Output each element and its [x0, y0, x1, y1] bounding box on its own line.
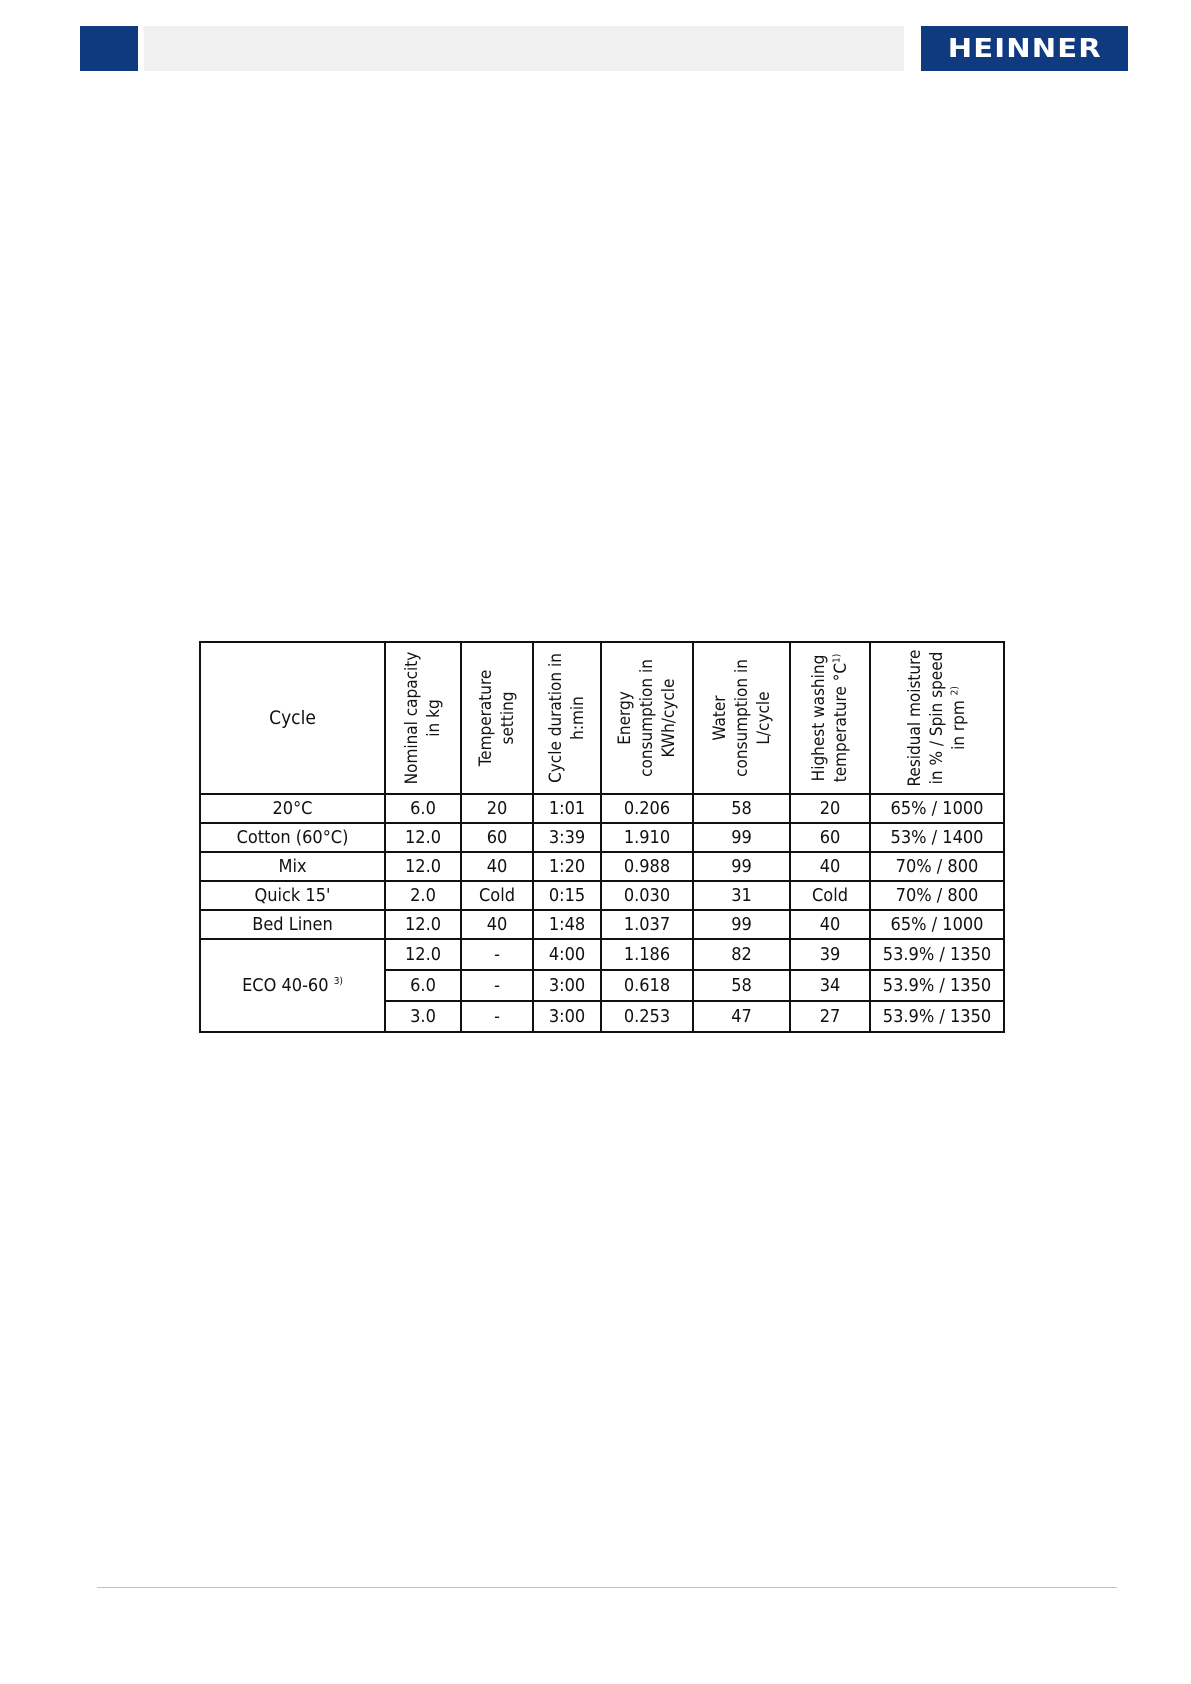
cell-energy: 1.910: [601, 823, 693, 852]
cell-energy: 1.037: [601, 910, 693, 939]
cell-temperature: 40: [461, 852, 533, 881]
cell-residual: 53% / 1400: [870, 823, 1004, 852]
cell-residual: 65% / 1000: [870, 910, 1004, 939]
cell-duration: 3:00: [533, 970, 601, 1001]
cell-duration: 3:39: [533, 823, 601, 852]
cell-temperature: 60: [461, 823, 533, 852]
cell-energy: 0.618: [601, 970, 693, 1001]
cell-energy: 0.988: [601, 852, 693, 881]
cell-duration: 0:15: [533, 881, 601, 910]
cell-residual: 70% / 800: [870, 852, 1004, 881]
cell-cycle: 20°C: [200, 794, 385, 823]
table-header-row: [200, 642, 1004, 794]
brand-logo-text: HEINNER: [947, 33, 1102, 64]
header-highest-temp: [790, 642, 870, 794]
cell-cycle: Bed Linen: [200, 910, 385, 939]
header-highest-temp-label-group: [808, 646, 852, 791]
cell-temperature: 20: [461, 794, 533, 823]
header-accent-block: [80, 26, 138, 71]
cell-duration: 1:48: [533, 910, 601, 939]
header-bar: [144, 26, 904, 71]
cell-residual: 65% / 1000: [870, 794, 1004, 823]
cell-capacity: 6.0: [385, 970, 461, 1001]
header-energy: [601, 642, 693, 794]
cell-highest-temp: 34: [790, 970, 870, 1001]
cell-temperature: Cold: [461, 881, 533, 910]
cell-residual: 53.9% / 1350: [870, 1001, 1004, 1032]
cell-capacity: 12.0: [385, 910, 461, 939]
cell-duration: 1:20: [533, 852, 601, 881]
header-temperature: [461, 642, 533, 794]
cell-water: 99: [693, 910, 790, 939]
header-energy-label: Energy consumption in KWh/cycle: [615, 659, 679, 777]
header-residual-label-group: [904, 646, 970, 791]
cell-capacity: 12.0: [385, 823, 461, 852]
cell-cycle: Quick 15': [200, 881, 385, 910]
cell-energy: 0.206: [601, 794, 693, 823]
program-specs-table: [199, 641, 1005, 1033]
cell-residual: 53.9% / 1350: [870, 970, 1004, 1001]
header-water: [693, 642, 790, 794]
header-cycle: [200, 642, 385, 794]
cell-temperature: -: [461, 970, 533, 1001]
header-cycle-label: Cycle: [269, 707, 316, 729]
table-row: [200, 881, 1004, 910]
cell-residual: 53.9% / 1350: [870, 939, 1004, 970]
cell-energy: 0.253: [601, 1001, 693, 1032]
cell-temperature: -: [461, 939, 533, 970]
cell-energy: 0.030: [601, 881, 693, 910]
cell-temperature: 40: [461, 910, 533, 939]
cell-capacity: 6.0: [385, 794, 461, 823]
header-residual: [870, 642, 1004, 794]
header-duration: [533, 642, 601, 794]
cell-duration: 1:01: [533, 794, 601, 823]
table-row: [200, 823, 1004, 852]
header-capacity: [385, 642, 461, 794]
cell-water: 99: [693, 852, 790, 881]
header-duration-label: Cycle duration in h:min: [546, 653, 588, 783]
cell-cycle-eco-footnote: 3): [333, 975, 343, 987]
cell-cycle: Mix: [200, 852, 385, 881]
cell-duration: 4:00: [533, 939, 601, 970]
table-row: [200, 910, 1004, 939]
cell-water: 82: [693, 939, 790, 970]
cell-highest-temp: 27: [790, 1001, 870, 1032]
table-row: [200, 852, 1004, 881]
header-residual-label: Residual moisture in % / Spin speed in rpm: [905, 649, 969, 787]
cell-cycle: Cotton (60°C): [200, 823, 385, 852]
cell-energy: 1.186: [601, 939, 693, 970]
cell-water: 47: [693, 1001, 790, 1032]
cell-capacity: 12.0: [385, 939, 461, 970]
cell-cycle-eco-label: ECO 40-60: [242, 974, 329, 996]
cell-water: 99: [693, 823, 790, 852]
cell-capacity: 12.0: [385, 852, 461, 881]
header-highest-temp-footnote: 1): [831, 653, 843, 663]
footer-divider: [97, 1587, 1117, 1588]
header-capacity-label: Nominal capacity in kg: [402, 651, 444, 785]
header-highest-temp-label: Highest washing temperature °C: [809, 654, 851, 783]
program-specs-table-wrapper: [199, 641, 1003, 1029]
cell-highest-temp: 40: [790, 910, 870, 939]
brand-logo: [921, 26, 1128, 71]
header-temperature-label: Temperature setting: [476, 669, 518, 767]
header-residual-footnote: 2): [949, 686, 961, 696]
cell-water: 58: [693, 794, 790, 823]
cell-cycle-eco: [200, 939, 385, 1032]
cell-water: 58: [693, 970, 790, 1001]
table-row: [200, 794, 1004, 823]
cell-highest-temp: 20: [790, 794, 870, 823]
cell-capacity: 2.0: [385, 881, 461, 910]
cell-highest-temp: 60: [790, 823, 870, 852]
cell-capacity: 3.0: [385, 1001, 461, 1032]
cell-highest-temp: Cold: [790, 881, 870, 910]
cell-water: 31: [693, 881, 790, 910]
cell-duration: 3:00: [533, 1001, 601, 1032]
cell-temperature: -: [461, 1001, 533, 1032]
table-row-eco: [200, 939, 1004, 970]
cell-highest-temp: 40: [790, 852, 870, 881]
cell-residual: 70% / 800: [870, 881, 1004, 910]
cell-highest-temp: 39: [790, 939, 870, 970]
header-water-label: Water consumption in L/cycle: [709, 659, 774, 777]
